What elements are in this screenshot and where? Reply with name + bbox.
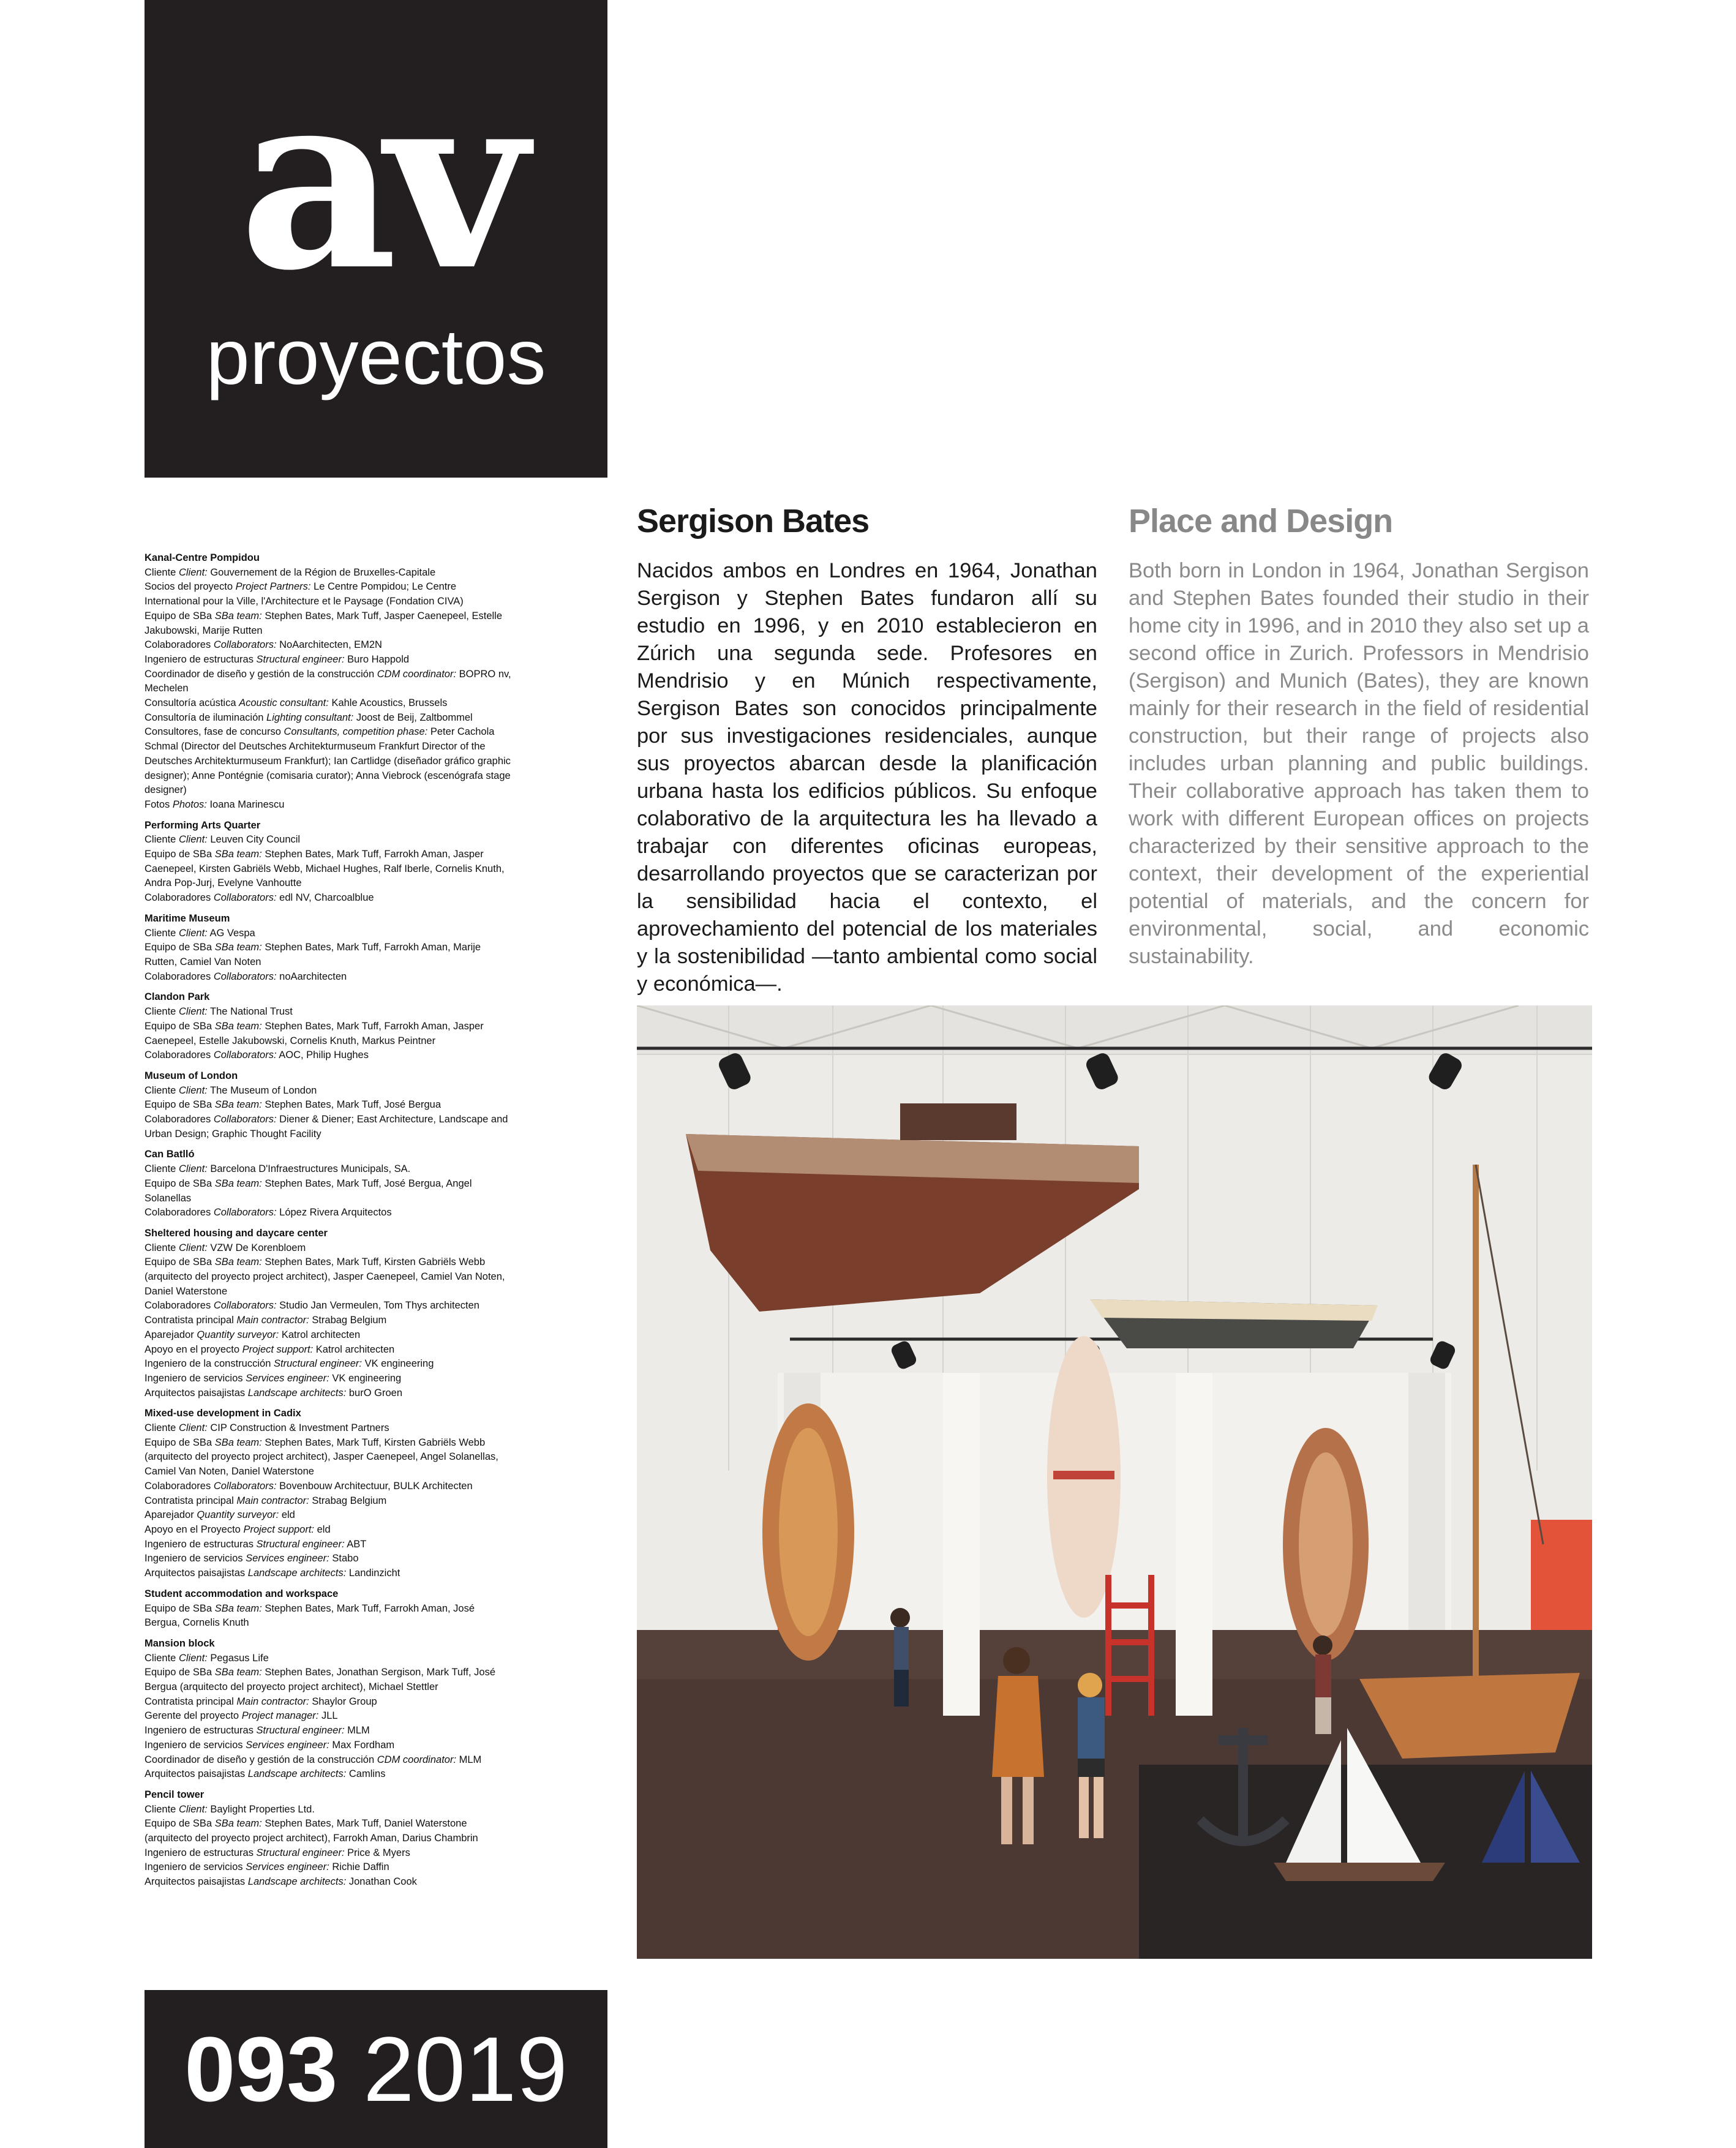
- credit-line: [145, 566, 512, 580]
- credit-project-title: Pencil tower: [145, 1789, 205, 1800]
- credit-role-en: SBa team:: [214, 1436, 262, 1448]
- magazine-logo: [145, 0, 607, 478]
- project-credits-list: [145, 551, 512, 1896]
- credit-value: Barcelona D'Infraestructures Municipals, SA.: [210, 1163, 411, 1175]
- credit-project: [145, 1147, 512, 1220]
- credit-role-es: Equipo de SBa: [145, 1436, 212, 1448]
- credit-role-en: CDM coordinator:: [377, 668, 457, 680]
- credit-project: [145, 819, 512, 906]
- credit-role-en: Landscape architects:: [247, 1568, 347, 1579]
- credit-value: Stabo: [332, 1553, 359, 1564]
- credit-value: Stephen Bates, Mark Tuff, Farrokh Aman, Marije Rutten, Camiel Van Noten: [145, 942, 481, 967]
- credit-line: [145, 1846, 512, 1861]
- credit-role-es: Consultores, fase de concurso: [145, 726, 281, 738]
- credit-line: [145, 1602, 512, 1631]
- credit-project-title: Museum of London: [145, 1070, 238, 1081]
- credit-line: [145, 1313, 512, 1328]
- credit-line: [145, 891, 512, 906]
- credit-value: López Rivera Arquitectos: [279, 1207, 392, 1219]
- credit-project: [145, 1637, 512, 1782]
- credit-value: edl NV, Charcoalblue: [279, 892, 374, 904]
- credit-role-en: Client:: [178, 1163, 208, 1175]
- credit-role-es: Equipo de SBa: [145, 610, 212, 621]
- credit-role-es: Ingeniero de la construcción: [145, 1358, 271, 1370]
- credit-line: [145, 1875, 512, 1890]
- credit-role-es: Apoyo en el Proyecto: [145, 1524, 241, 1535]
- credit-role-es: Cliente: [145, 1422, 176, 1434]
- credit-role-es: Colaboradores: [145, 892, 211, 904]
- credit-role-es: Colaboradores: [145, 1480, 211, 1492]
- credit-role-en: Collaborators:: [213, 1480, 277, 1492]
- credit-line: [145, 1206, 512, 1220]
- credit-project-title: Can Batlló: [145, 1149, 195, 1160]
- credit-value: JLL: [321, 1710, 338, 1722]
- credit-value: Pegasus Life: [210, 1652, 269, 1664]
- credit-role-es: Colaboradores: [145, 1050, 211, 1061]
- credit-value: Bovenbouw Architectuur, BULK Architecten: [279, 1480, 473, 1492]
- credit-role-en: Structural engineer:: [273, 1358, 362, 1370]
- credit-value: Camlins: [348, 1768, 386, 1780]
- credit-line: [145, 1817, 512, 1846]
- credit-line: [145, 1494, 512, 1509]
- credit-role-en: SBa team:: [214, 1177, 262, 1189]
- credit-role-en: Project support:: [243, 1524, 315, 1535]
- credit-project-title: Mixed-use development in Cadix: [145, 1408, 301, 1419]
- credit-line: [145, 725, 512, 798]
- credit-role-es: Cliente: [145, 927, 176, 939]
- credit-role-es: Cliente: [145, 834, 176, 846]
- credit-line: [145, 1767, 512, 1782]
- credit-line: [145, 1651, 512, 1666]
- credit-line: [145, 1665, 512, 1694]
- credit-value: Stephen Bates, Mark Tuff, Farrokh Aman, Jasper Caenepeel, Kirsten Gabriëls Webb, Michael Hughes, Ralf Iberle, Cornelis Knuth, Andra Pop-Jurj, Evelyne Vanhoutte: [145, 849, 505, 889]
- credit-line: [145, 1421, 512, 1436]
- credit-role-en: Photos:: [172, 798, 207, 810]
- credit-value: Diener & Diener; East Architecture, Landscape and Urban Design; Graphic Thought Facility: [145, 1114, 508, 1140]
- credit-value: Strabag Belgium: [312, 1315, 387, 1326]
- credit-value: Price & Myers: [347, 1847, 410, 1858]
- credit-value: Stephen Bates, Mark Tuff, Farrokh Aman, José Bergua, Cornelis Knuth: [145, 1602, 475, 1629]
- credit-role-es: Ingeniero de estructuras: [145, 653, 254, 665]
- credit-value: Le Centre Pompidou; Le Centre International pour la Ville, l'Architecture et le Paysage (Fondation CIVA): [145, 581, 464, 607]
- credit-project: [145, 1069, 512, 1142]
- credit-value: Stephen Bates, Mark Tuff, Jasper Caenepeel, Estelle Jakubowski, Marije Rutten: [145, 610, 502, 636]
- credit-role-es: Ingeniero de estructuras: [145, 1847, 254, 1858]
- credit-value: eld: [317, 1524, 331, 1535]
- credit-value: Gouvernement de la Région de Bruxelles-Capitale: [210, 566, 436, 578]
- credit-role-en: Consultants, competition phase:: [284, 726, 428, 738]
- credit-role-en: Collaborators:: [213, 1114, 277, 1125]
- credit-role-es: Colaboradores: [145, 1207, 211, 1219]
- credit-role-es: Ingeniero de servicios: [145, 1553, 243, 1564]
- credit-value: eld: [281, 1509, 295, 1521]
- credit-project: [145, 1788, 512, 1890]
- credit-line: [145, 1738, 512, 1753]
- credit-role-en: SBa team:: [214, 610, 262, 621]
- credit-value: Katrol architecten: [281, 1329, 361, 1340]
- article-title-es: Sergison Bates: [637, 503, 870, 539]
- credit-line: [145, 1523, 512, 1538]
- issue-year: 2019: [363, 2018, 568, 2120]
- credit-role-es: Colaboradores: [145, 1114, 211, 1125]
- credit-value: NoAarchitecten, EM2N: [279, 639, 382, 651]
- credit-project: [145, 1587, 512, 1631]
- maritime-museum-illustration: [637, 1005, 1592, 1959]
- credit-role-es: Colaboradores: [145, 971, 211, 982]
- credit-role-en: Services engineer:: [246, 1739, 329, 1751]
- credit-project: [145, 1406, 512, 1580]
- credit-line: [145, 1299, 512, 1313]
- credit-line: [145, 833, 512, 847]
- credit-line: [145, 1048, 512, 1063]
- credit-value: MLM: [459, 1754, 482, 1765]
- credit-role-es: Ingeniero de servicios: [145, 1861, 243, 1873]
- credit-role-es: Cliente: [145, 1163, 176, 1175]
- credit-value: VK engineering: [332, 1372, 402, 1384]
- credit-line: [145, 1328, 512, 1343]
- credit-line: [145, 1724, 512, 1738]
- credit-line: [145, 1386, 512, 1401]
- credit-line: [145, 926, 512, 941]
- credit-role-es: Arquitectos paisajistas: [145, 1387, 246, 1399]
- credit-role-es: Apoyo en el proyecto: [145, 1343, 240, 1355]
- credit-line: [145, 1508, 512, 1523]
- credit-value: Jonathan Cook: [348, 1876, 417, 1888]
- credit-role-en: Main contractor:: [236, 1695, 309, 1707]
- credit-role-es: Equipo de SBa: [145, 849, 212, 860]
- credit-role-es: Colaboradores: [145, 639, 211, 651]
- credit-role-es: Equipo de SBa: [145, 1818, 212, 1830]
- credit-role-es: Arquitectos paisajistas: [145, 1876, 246, 1888]
- credit-role-en: SBa team:: [214, 1667, 262, 1678]
- credit-value: The National Trust: [210, 1006, 293, 1018]
- credit-line: [145, 1538, 512, 1552]
- credit-role-en: Collaborators:: [213, 892, 277, 904]
- credit-role-es: Contratista principal: [145, 1495, 234, 1506]
- issue-number-box: [145, 1990, 607, 2148]
- credit-value: BOPRO nv, Mechelen: [145, 668, 511, 694]
- credit-line: [145, 847, 512, 891]
- credit-role-en: Landscape architects:: [247, 1876, 347, 1888]
- credit-line: [145, 1084, 512, 1098]
- credit-role-en: Services engineer:: [246, 1553, 329, 1564]
- credit-value: Studio Jan Vermeulen, Tom Thys architecten: [279, 1300, 479, 1312]
- credit-role-en: SBa team:: [214, 1602, 262, 1614]
- credit-line: [145, 1479, 512, 1494]
- credit-line: [145, 1566, 512, 1581]
- credit-role-es: Socios del proyecto: [145, 581, 233, 593]
- credit-line: [145, 1372, 512, 1386]
- credit-role-es: Coordinador de diseño y gestión de la construcción: [145, 1754, 375, 1765]
- credit-value: AG Vespa: [209, 927, 255, 939]
- credit-role-es: Equipo de SBa: [145, 1667, 212, 1678]
- credit-line: [145, 1020, 512, 1048]
- credit-role-es: Equipo de SBa: [145, 1020, 212, 1032]
- credit-role-en: SBa team:: [214, 849, 262, 860]
- credit-value: Strabag Belgium: [312, 1495, 387, 1506]
- credit-line: [145, 1357, 512, 1372]
- credit-role-es: Consultoría acústica: [145, 697, 236, 709]
- credit-role-en: Collaborators:: [213, 971, 277, 982]
- credit-role-en: Structural engineer:: [256, 1725, 345, 1737]
- credit-role-en: Lighting consultant:: [266, 712, 354, 723]
- credit-line: [145, 580, 512, 609]
- logo-subtitle: proyectos: [206, 314, 546, 401]
- credit-role-en: Main contractor:: [236, 1315, 309, 1326]
- credit-role-es: Fotos: [145, 798, 170, 810]
- credit-value: noAarchitecten: [279, 971, 347, 982]
- credit-line: [145, 638, 512, 653]
- credit-value: VZW De Korenbloem: [210, 1242, 306, 1253]
- credit-role-en: Client:: [178, 834, 208, 846]
- credit-role-es: Ingeniero de estructuras: [145, 1725, 254, 1737]
- credit-line: [145, 1552, 512, 1566]
- credit-role-es: Equipo de SBa: [145, 1099, 212, 1111]
- credit-value: Joost de Beij, Zaltbommel: [356, 712, 473, 723]
- credit-project-title: Mansion block: [145, 1637, 215, 1649]
- credit-value: Kahle Acoustics, Brussels: [331, 697, 448, 709]
- credit-line: [145, 1005, 512, 1020]
- credit-role-en: Main contractor:: [236, 1495, 309, 1506]
- credit-role-en: Collaborators:: [213, 639, 277, 651]
- credit-role-en: Structural engineer:: [256, 1847, 345, 1858]
- credit-role-en: Structural engineer:: [256, 1538, 345, 1550]
- credit-role-es: Contratista principal: [145, 1695, 234, 1707]
- credit-role-en: Client:: [178, 1006, 208, 1018]
- credit-role-en: Project Partners:: [235, 581, 311, 593]
- credit-role-es: Ingeniero de estructuras: [145, 1538, 254, 1550]
- credit-value: Landinzicht: [348, 1568, 400, 1579]
- credit-role-es: Coordinador de diseño y gestión de la construcción: [145, 668, 375, 680]
- credit-role-en: Collaborators:: [213, 1207, 277, 1219]
- credit-value: Richie Daffin: [332, 1861, 389, 1873]
- credit-value: Stephen Bates, Mark Tuff, Kirsten Gabriëls Webb (arquitecto del proyecto project architect), Jasper Caenepeel, Camiel Van Noten, Daniel Waterstone: [145, 1256, 505, 1297]
- credit-role-en: Client:: [178, 1803, 208, 1815]
- credit-project-title: Clandon Park: [145, 991, 210, 1003]
- credit-role-es: Gerente del proyecto: [145, 1710, 239, 1722]
- credit-role-en: Collaborators:: [213, 1300, 277, 1312]
- credit-role-es: Equipo de SBa: [145, 1177, 212, 1189]
- credit-project-title: Performing Arts Quarter: [145, 819, 261, 831]
- credit-role-es: Cliente: [145, 1803, 176, 1815]
- credit-line: [145, 798, 512, 813]
- credit-project: [145, 912, 512, 985]
- credit-line: [145, 1436, 512, 1479]
- credit-role-es: Arquitectos paisajistas: [145, 1768, 246, 1780]
- credit-role-en: SBa team:: [214, 1256, 262, 1268]
- credit-value: Peter Cachola Schmal (Director del Deutsches Architekturmuseum Frankfurt Director of the Deutsches Architekturmuseum Frankfurt); Ian Cartlidge (diseñador gráfico graphic designer); Anne Pontégnie (comisaria curator); Anna Viebrock (escenógrafa stage designer): [145, 726, 511, 796]
- credit-value: Baylight Properties Ltd.: [210, 1803, 315, 1815]
- credit-role-es: Cliente: [145, 1084, 176, 1096]
- credit-value: Stephen Bates, Mark Tuff, Kirsten Gabriëls Webb (arquitecto del proyecto project architect), Jasper Caenepeel, Angel Solanellas, Camiel Van Noten, Daniel Waterstone: [145, 1436, 498, 1478]
- credit-role-en: Landscape architects:: [247, 1387, 347, 1399]
- credit-role-es: Ingeniero de servicios: [145, 1372, 243, 1384]
- credit-value: Ioana Marinescu: [209, 798, 285, 810]
- credit-role-es: Equipo de SBa: [145, 1256, 212, 1268]
- credit-role-en: Services engineer:: [246, 1372, 329, 1384]
- credit-line: [145, 941, 512, 969]
- credit-value: Buro Happold: [347, 653, 410, 665]
- credit-role-en: Client:: [178, 566, 208, 578]
- credit-role-en: Services engineer:: [246, 1861, 329, 1873]
- credit-line: [145, 1162, 512, 1177]
- credit-value: Stephen Bates, Mark Tuff, José Bergua, Angel Solanellas: [145, 1177, 472, 1204]
- article-body-en: Both born in London in 1964, Jonathan Sergison and Stephen Bates founded their studio in their home city in 1996, and in 2010 they also set up a second office in Zurich. Professors in Mendrisio (Sergison) and Munich (Bates), they are known mainly for their research in the field of residential construction, but their range of projects also includes urban planning and public buildings. Their collaborative approach has taken them to work with different European offices on projects characterized by their sensitive approach to the context, their development of the experiential potential of materials, and the concern for environmental, social, and economic sustainability.: [1129, 559, 1589, 968]
- credit-role-en: Client:: [178, 927, 208, 939]
- credit-role-es: Arquitectos paisajistas: [145, 1568, 246, 1579]
- credit-line: [145, 1343, 512, 1358]
- credit-value: Shaylor Group: [312, 1695, 377, 1707]
- credit-role-en: CDM coordinator:: [377, 1754, 457, 1765]
- credit-role-en: SBa team:: [214, 1099, 262, 1111]
- credit-role-es: Contratista principal: [145, 1315, 234, 1326]
- credit-role-es: Aparejador: [145, 1329, 194, 1340]
- credit-value: Stephen Bates, Jonathan Sergison, Mark Tuff, José Bergua (arquitecto del proyecto project architect), Michael Stettler: [145, 1667, 496, 1693]
- credit-role-en: Acoustic consultant:: [239, 697, 329, 709]
- credit-value: The Museum of London: [210, 1084, 317, 1096]
- credit-project-title: Maritime Museum: [145, 912, 230, 924]
- credit-role-es: Cliente: [145, 1006, 176, 1018]
- credit-project: [145, 551, 512, 813]
- credit-value: Stephen Bates, Mark Tuff, José Bergua: [265, 1099, 442, 1111]
- credit-role-en: Client:: [178, 1652, 208, 1664]
- credit-project-title: Kanal-Centre Pompidou: [145, 552, 260, 563]
- credit-role-es: Cliente: [145, 1242, 176, 1253]
- credit-role-es: Equipo de SBa: [145, 1602, 212, 1614]
- credit-line: [145, 1241, 512, 1256]
- credit-role-es: Colaboradores: [145, 1300, 211, 1312]
- credit-value: ABT: [347, 1538, 367, 1550]
- credit-role-en: Client:: [178, 1242, 208, 1253]
- credit-project: [145, 1226, 512, 1400]
- credit-line: [145, 1098, 512, 1113]
- credit-line: [145, 1695, 512, 1710]
- credit-line: [145, 1803, 512, 1817]
- credit-value: AOC, Philip Hughes: [279, 1050, 369, 1061]
- credit-line: [145, 1860, 512, 1875]
- credit-value: CIP Construction & Investment Partners: [210, 1422, 389, 1434]
- credit-project-title: Sheltered housing and daycare center: [145, 1227, 328, 1239]
- issue-number: 093: [184, 2018, 338, 2120]
- credit-role-en: Client:: [178, 1422, 208, 1434]
- credit-role-en: Structural engineer:: [256, 653, 345, 665]
- credit-project: [145, 990, 512, 1063]
- credit-role-en: Landscape architects:: [247, 1768, 347, 1780]
- credit-line: [145, 1177, 512, 1206]
- article-title-en: Place and Design: [1129, 503, 1393, 539]
- credit-role-en: SBa team:: [214, 942, 262, 953]
- credit-role-es: Cliente: [145, 566, 176, 578]
- credit-line: [145, 711, 512, 726]
- credit-value: Stephen Bates, Mark Tuff, Farrokh Aman, Jasper Caenepeel, Estelle Jakubowski, Cornelis Knuth, Markus Peintner: [145, 1020, 484, 1046]
- credit-value: MLM: [347, 1725, 370, 1737]
- credit-value: Leuven City Council: [210, 834, 301, 846]
- credit-value: Katrol architecten: [315, 1343, 395, 1355]
- credit-value: burO Groen: [348, 1387, 402, 1399]
- credit-line: [145, 970, 512, 985]
- credit-line: [145, 696, 512, 711]
- credit-role-es: Aparejador: [145, 1509, 194, 1521]
- article-body-es: Nacidos ambos en Londres en 1964, Jonathan Sergison y Stephen Bates fundaron allí su estudio en 1996, y en 2010 establecieron en Zúrich una segunda sede. Profesores en Mendrisio y en Múnich respectivamente, Sergison Bates son conocidos principalmente por sus investigaciones residenciales, aunque sus proyectos abarcan desde la planificación urbana hasta los edificios públicos. Su enfoque colaborativo de la arquitectura les ha llevado a trabajar con diferentes oficinas europeas, desarrollando proyectos que se caracterizan por la sensibilidad hacia el contexto, el aprovechamiento del potencial de los materiales y la sostenibilidad —tanto ambiental como social y económica—.: [637, 559, 1097, 996]
- credit-role-en: SBa team:: [214, 1020, 262, 1032]
- credit-line: [145, 1709, 512, 1724]
- credit-line: [145, 1753, 512, 1768]
- credit-value: Stephen Bates, Mark Tuff, Daniel Waterstone (arquitecto del proyecto project architect), Farrokh Aman, Darius Chambrin: [145, 1818, 478, 1844]
- credit-role-es: Ingeniero de servicios: [145, 1739, 243, 1751]
- credit-value: Max Fordham: [332, 1739, 395, 1751]
- credit-line: [145, 653, 512, 667]
- credit-role-en: Project manager:: [241, 1710, 319, 1722]
- credit-line: [145, 1255, 512, 1299]
- credit-role-en: SBa team:: [214, 1818, 262, 1830]
- logo-av-mark: av: [239, 37, 516, 325]
- credit-role-es: Consultoría de iluminación: [145, 712, 264, 723]
- credit-line: [145, 1113, 512, 1141]
- credit-role-en: Collaborators:: [213, 1050, 277, 1061]
- credit-role-en: Quantity surveyor:: [197, 1329, 279, 1340]
- credit-role-es: Equipo de SBa: [145, 942, 212, 953]
- credit-line: [145, 667, 512, 696]
- credit-project-title: Student accommodation and workspace: [145, 1588, 339, 1599]
- credit-value: VK engineering: [364, 1358, 434, 1370]
- credit-line: [145, 609, 512, 638]
- credit-role-es: Cliente: [145, 1652, 176, 1664]
- credit-role-en: Client:: [178, 1084, 208, 1096]
- credit-role-en: Quantity surveyor:: [197, 1509, 279, 1521]
- credit-role-en: Project support:: [242, 1343, 314, 1355]
